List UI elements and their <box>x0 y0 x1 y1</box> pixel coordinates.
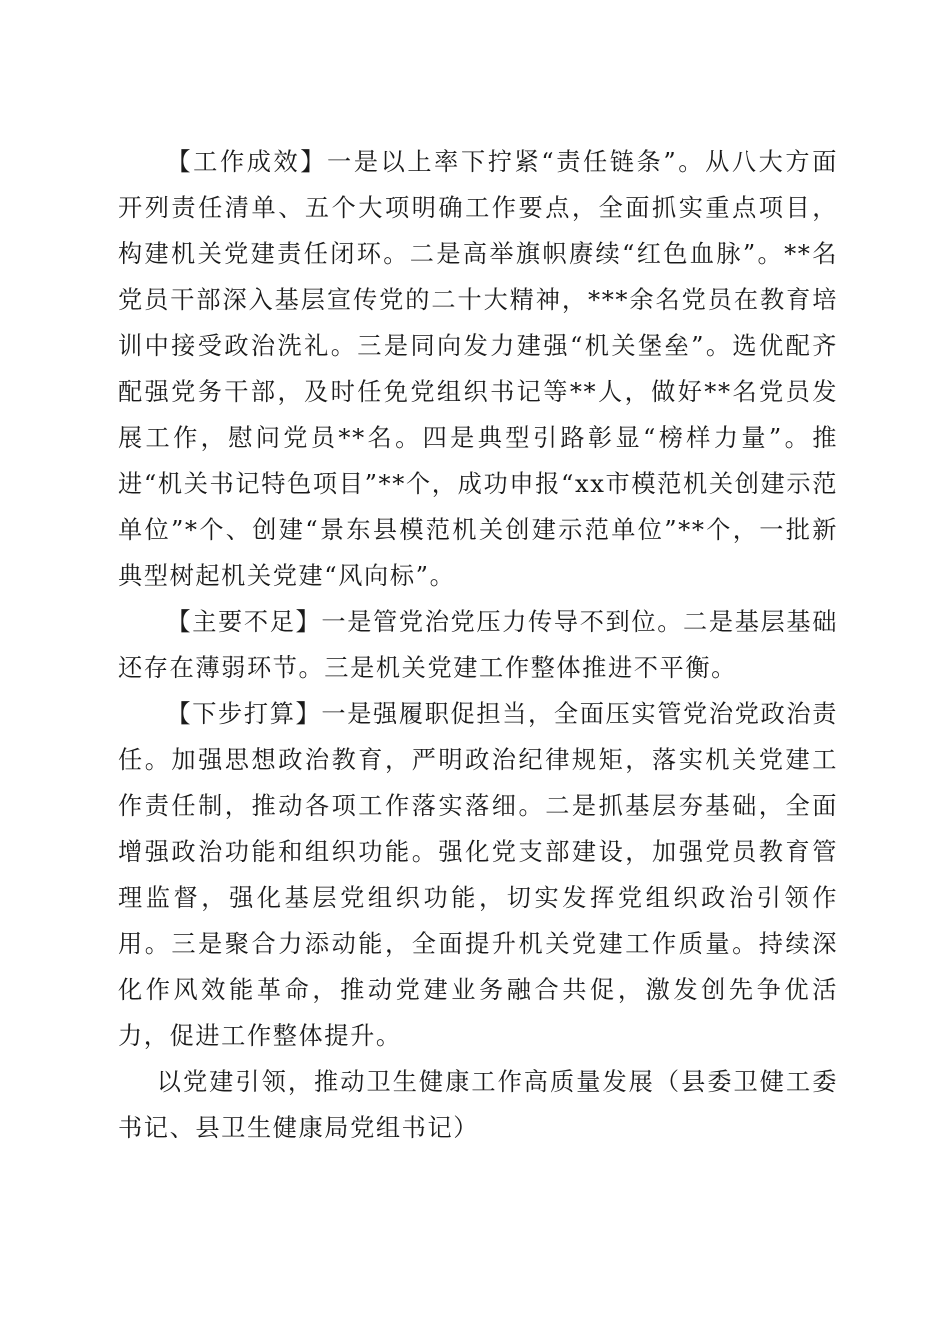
paragraph-main-shortcomings: 【主要不足】一是管党治党压力传导不到位。二是基层基础还存在薄弱环节。三是机关党建工作整体推进不平衡。 <box>118 608 838 682</box>
paragraph-work-results: 【工作成效】一是以上率下拧紧“责任链条”。从八大方面开列责任清单、五个大项明确工作要点，全面抓实重点项目，构建机关党建责任闭环。二是高举旗帜赓续“红色血脉”。**名党员干部深入基层宣传党的二十大精神，***余名党员在教育培训中接受政治洗礼。三是同向发力建强“机关堡垒”。选优配齐配强党务干部，及时任免党组织书记等**人，做好**名党员发展工作，慰问党员**名。四是典型引路彰显“榜样力量”。推进“机关书记特色项目”**个，成功申报“xx市模范机关创建示范单位”*个、创建“景东县模范机关创建示范单位”**个，一批新典型树起机关党建“风向标”。 <box>118 148 838 590</box>
document-page <box>118 139 838 1151</box>
section-heading: 以党建引领，推动卫生健康工作高质量发展（县委卫健工委书记、县卫生健康局党组书记） <box>118 1068 838 1142</box>
paragraph-next-steps: 【下步打算】一是强履职促担当，全面压实管党治党政治责任。加强思想政治教育，严明政治纪律规矩，落实机关党建工作责任制，推动各项工作落实落细。二是抓基层夯基础，全面增强政治功能和组织功能。强化党支部建设，加强党员教育管理监督，强化基层党组织功能，切实发挥党组织政治引领作用。三是聚合力添动能，全面提升机关党建工作质量。持续深化作风效能革命，推动党建业务融合共促，激发创先争优活力，促进工作整体提升。 <box>118 700 838 1050</box>
